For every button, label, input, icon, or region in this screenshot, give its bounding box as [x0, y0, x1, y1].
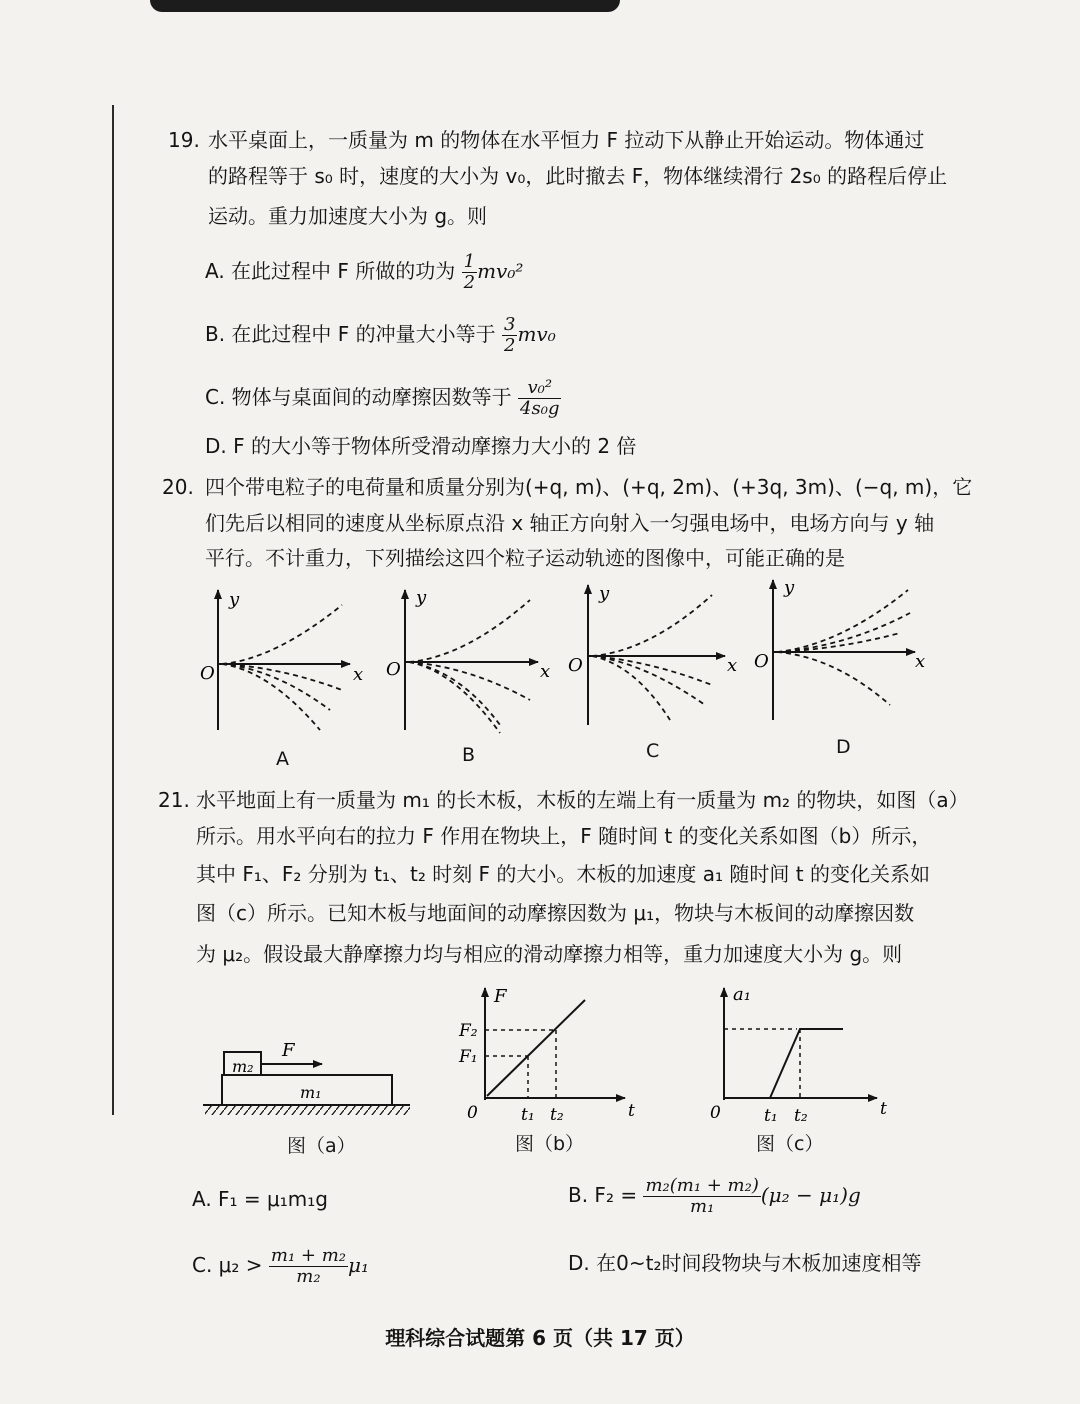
- q19-a-den: 2: [463, 272, 476, 293]
- q20-a-y-label: y: [229, 589, 240, 610]
- fig-c-t2-label: t₂: [794, 1106, 808, 1126]
- fig-b-f-line: [487, 1000, 585, 1096]
- q19-b-fraction: [502, 315, 517, 356]
- q20-graph-b: [386, 587, 550, 733]
- q20-line1: 四个带电粒子的电荷量和质量分别为(+q, m)、(+q, 2m)、(+3q, 3m)、(−q, m)，它: [205, 475, 973, 499]
- q21-line3: 其中 F₁、F₂ 分别为 t₁、t₂ 时刻 F 的大小。木板的加速度 a₁ 随时间 t 的变化关系如: [196, 862, 930, 886]
- q20-c-x-label: x: [727, 655, 738, 676]
- q20-graphs: [0, 575, 1080, 775]
- q21-option-b: [568, 1176, 861, 1217]
- q20-option-c-label: C: [646, 740, 660, 762]
- q19-option-b: [205, 315, 556, 356]
- q20-a-curve-1: [222, 605, 342, 664]
- scan-shadow-band: [150, 0, 620, 12]
- q20-c-curve-3: [592, 656, 705, 705]
- q20-line3: 平行。不计重力，下列描绘这四个粒子运动轨迹的图像中，可能正确的是: [205, 546, 845, 570]
- q21-b-num: m₂(m₁ + m₂): [645, 1175, 759, 1196]
- q19-line2: 的路程等于 s₀ 时，速度的大小为 v₀，此时撤去 F，物体继续滑行 2s₀ 的路程后停止: [208, 164, 948, 188]
- fig-b-caption: 图（b）: [515, 1133, 585, 1155]
- q20-b-curve-4: [409, 662, 500, 733]
- fig-b-f1-label: F₁: [459, 1047, 478, 1067]
- q20-b-curve-1: [409, 600, 530, 662]
- fig-b-origin: 0: [467, 1103, 478, 1123]
- q19-a-tail: mv₀²: [477, 259, 524, 283]
- block-label: m₂: [232, 1057, 254, 1076]
- q19-line1: 水平桌面上，一质量为 m 的物体在水平恒力 F 拉动下从静止开始运动。物体通过: [208, 128, 925, 152]
- q20-c-curve-1: [592, 595, 712, 656]
- q20-b-x-label: x: [540, 661, 551, 682]
- q20-c-origin: O: [568, 655, 583, 676]
- force-label: F: [282, 1040, 295, 1061]
- q21-line5: 为 μ₂。假设最大静摩擦力均与相应的滑动摩擦力相等，重力加速度大小为 g。则: [196, 942, 903, 966]
- fig-b-t1-label: t₁: [521, 1105, 535, 1125]
- q21-figure-c: [710, 984, 887, 1126]
- q19-a-text: A. 在此过程中 F 所做的功为: [205, 259, 456, 283]
- fig-b-y-label: F: [494, 986, 507, 1007]
- q20-a-origin: O: [200, 663, 215, 684]
- fig-b-x-label: t: [628, 1101, 635, 1121]
- q20-d-x-label: x: [915, 651, 926, 672]
- q19-a-num: 1: [463, 251, 476, 272]
- q20-b-y-label: y: [416, 587, 427, 608]
- q20-number: 20.: [162, 475, 194, 499]
- q21-c-pre: C. μ₂ >: [192, 1253, 263, 1277]
- fig-b-t2-label: t₂: [550, 1105, 564, 1125]
- q19-c-text: C. 物体与桌面间的动摩擦因数等于: [205, 385, 512, 409]
- q20-d-curve-4: [777, 652, 890, 705]
- q21-option-c: [192, 1246, 369, 1287]
- fig-a-caption: 图（a）: [287, 1135, 356, 1157]
- q21-c-fraction: [269, 1246, 348, 1287]
- q21-figure-a: [203, 1040, 410, 1115]
- q20-d-curve-1: [777, 590, 908, 652]
- fig-b-f2-label: F₂: [459, 1021, 478, 1041]
- fig-c-origin: 0: [710, 1103, 721, 1123]
- q19-b-tail: mv₀: [517, 322, 556, 346]
- q21-option-d: D. 在0~t₂时间段物块与木板加速度相等: [568, 1251, 922, 1275]
- q20-b-origin: O: [386, 659, 401, 680]
- q21-b-fraction: [643, 1176, 760, 1217]
- q20-graph-a: [200, 589, 363, 730]
- q20-a-curve-4: [222, 664, 320, 730]
- q19-b-den: 2: [504, 335, 516, 356]
- q21-line1: 水平地面上有一质量为 m₁ 的长木板，木板的左端上有一质量为 m₂ 的物块，如图（a）: [196, 788, 969, 812]
- q21-figure-b: [458, 986, 635, 1125]
- page-footer: 理科综合试题第 6 页（共 17 页）: [385, 1326, 695, 1350]
- q20-option-d-label: D: [836, 736, 851, 758]
- q20-d-curve-2: [777, 613, 910, 652]
- q20-graph-d: [754, 577, 925, 720]
- fig-c-y-label: a₁: [733, 984, 751, 1005]
- q21-c-den: m₂: [296, 1266, 321, 1287]
- q21-line4: 图（c）所示。已知木板与地面间的动摩擦因数为 μ₁，物块与木板间的动摩擦因数: [196, 901, 915, 925]
- q19-option-c: [205, 378, 561, 419]
- q19-b-text: B. 在此过程中 F 的冲量大小等于: [205, 322, 496, 346]
- q19-number: 19.: [168, 128, 200, 152]
- q19-c-den: 4s₀g: [520, 398, 560, 419]
- fig-c-a1-line: [724, 1029, 843, 1098]
- q21-option-a: A. F₁ = μ₁m₁g: [192, 1187, 328, 1211]
- ground-hatch: [205, 1105, 410, 1115]
- q19-b-num: 3: [504, 314, 516, 335]
- q21-number: 21.: [158, 788, 190, 812]
- q21-b-den: m₁: [690, 1196, 715, 1217]
- q21-c-tail: μ₁: [348, 1253, 370, 1277]
- q20-c-curve-2: [592, 656, 712, 685]
- fig-c-x-label: t: [880, 1099, 887, 1119]
- q19-a-fraction: [462, 252, 477, 293]
- q19-c-fraction: [518, 378, 561, 419]
- q21-line2: 所示。用水平向右的拉力 F 作用在物块上，F 随时间 t 的变化关系如图（b）所示，: [196, 824, 932, 848]
- q20-d-y-label: y: [784, 577, 795, 598]
- q20-line2: 们先后以相同的速度从坐标原点沿 x 轴正方向射入一匀强电场中，电场方向与 y 轴: [205, 511, 935, 535]
- q21-b-tail: (μ₂ − μ₁)g: [760, 1183, 861, 1207]
- q19-c-num: v₀²: [518, 378, 561, 399]
- board-label: m₁: [300, 1083, 322, 1102]
- q20-option-a-label: A: [276, 748, 289, 770]
- q19-option-d: D. F 的大小等于物体所受滑动摩擦力大小的 2 倍: [205, 434, 637, 458]
- fig-c-t1-label: t₁: [764, 1106, 778, 1126]
- q19-line3: 运动。重力加速度大小为 g。则: [208, 204, 488, 228]
- q20-c-y-label: y: [599, 583, 610, 604]
- q20-option-b-label: B: [462, 744, 476, 766]
- q20-d-origin: O: [754, 651, 769, 672]
- q21-c-num: m₁ + m₂: [270, 1245, 346, 1266]
- q19-option-a: [205, 252, 523, 293]
- q20-b-curve-3: [409, 662, 500, 725]
- q20-a-x-label: x: [353, 664, 364, 685]
- q20-graph-c: [568, 583, 737, 725]
- q21-b-pre: B. F₂ =: [568, 1183, 638, 1207]
- fig-c-caption: 图（c）: [756, 1133, 824, 1155]
